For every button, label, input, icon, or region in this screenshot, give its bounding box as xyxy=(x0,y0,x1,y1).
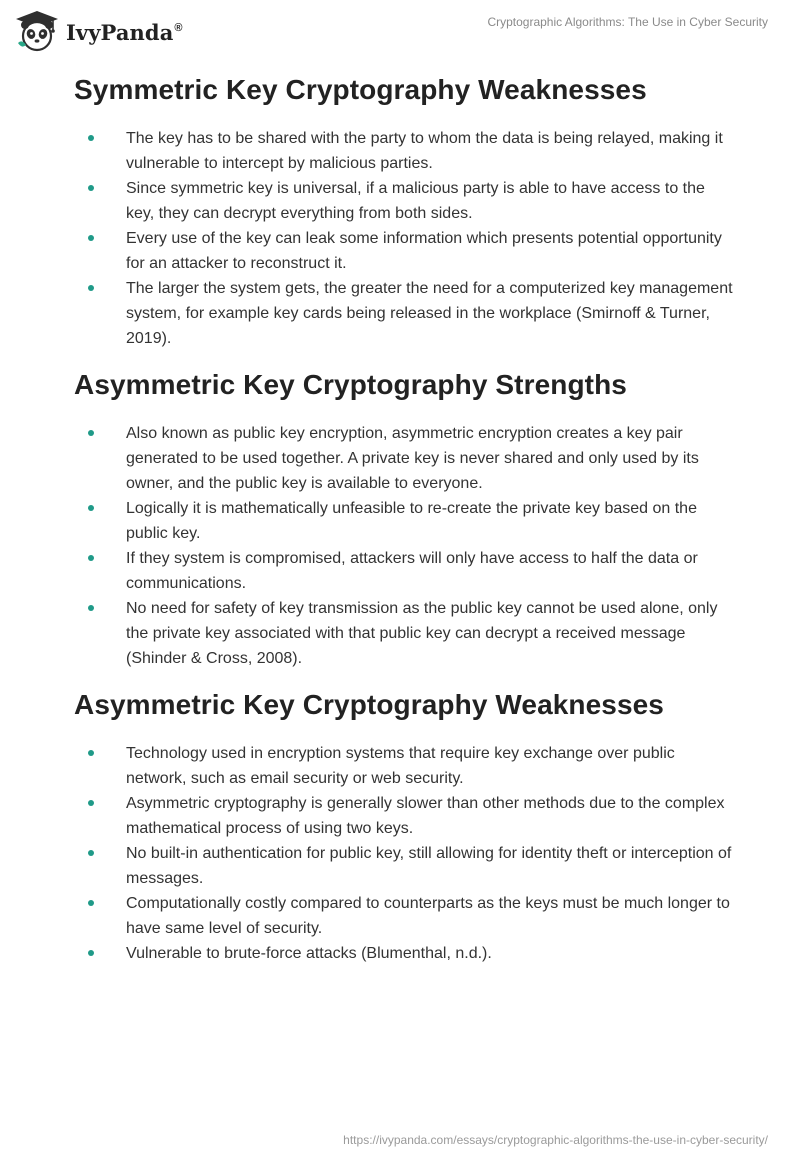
list-item: Vulnerable to brute-force attacks (Blumenthal, n.d.). xyxy=(74,941,734,966)
list-item: Computationally costly compared to counterparts as the keys must be much longer to have same level of security. xyxy=(74,891,734,941)
bullet-dot-icon xyxy=(88,285,94,291)
bullet-dot-icon xyxy=(88,750,94,756)
list-item: No need for safety of key transmission as the public key cannot be used alone, only the private key associated with that public key can decrypt a received message (Shinder & Cross, 2008). xyxy=(74,596,734,671)
site-logo[interactable] xyxy=(14,9,183,53)
logo-text: IvyPanda® xyxy=(66,19,183,45)
section-asymmetric-strengths xyxy=(74,365,734,671)
source-url-link[interactable]: https://ivypanda.com/essays/cryptographic-algorithms-the-use-in-cyber-security/ xyxy=(343,1133,768,1147)
list-item: If they system is compromised, attackers will only have access to half the data or communications. xyxy=(74,546,734,596)
bullet-dot-icon xyxy=(88,605,94,611)
section-symmetric-weaknesses xyxy=(74,70,734,351)
list-item: Every use of the key can leak some information which presents potential opportunity for an attacker to reconstruct it. xyxy=(74,226,734,276)
list-item: Technology used in encryption systems that require key exchange over public network, such as email security or web security. xyxy=(74,741,734,791)
bullet-dot-icon xyxy=(88,850,94,856)
bullet-dot-icon xyxy=(88,135,94,141)
list-item: Since symmetric key is universal, if a malicious party is able to have access to the key, they can decrypt everything from both sides. xyxy=(74,176,734,226)
list-item: No built-in authentication for public key, still allowing for identity theft or interception of messages. xyxy=(74,841,734,891)
section-heading: Asymmetric Key Cryptography Weaknesses xyxy=(74,689,664,720)
bullet-dot-icon xyxy=(88,800,94,806)
bullet-dot-icon xyxy=(88,555,94,561)
page-header xyxy=(0,0,800,62)
bullet-dot-icon xyxy=(88,505,94,511)
article-content xyxy=(74,70,734,966)
bullet-list xyxy=(74,421,734,671)
document-title: Cryptographic Algorithms: The Use in Cyber Security xyxy=(487,15,768,29)
list-item: Also known as public key encryption, asymmetric encryption creates a key pair generated to be used together. A private key is never shared and only used by its owner, and the public key is available to everyone. xyxy=(74,421,734,496)
list-item: Asymmetric cryptography is generally slower than other methods due to the complex mathematical process of using two keys. xyxy=(74,791,734,841)
bullet-dot-icon xyxy=(88,430,94,436)
list-item: The larger the system gets, the greater the need for a computerized key management system, for example key cards being released in the workplace (Smirnoff & Turner, 2019). xyxy=(74,276,734,351)
list-item: Logically it is mathematically unfeasible to re-create the private key based on the public key. xyxy=(74,496,734,546)
bullet-dot-icon xyxy=(88,900,94,906)
section-heading: Symmetric Key Cryptography Weaknesses xyxy=(74,74,647,105)
panda-graduate-logo-icon xyxy=(14,9,60,53)
bullet-dot-icon xyxy=(88,235,94,241)
section-heading: Asymmetric Key Cryptography Strengths xyxy=(74,369,627,400)
list-item: The key has to be shared with the party to whom the data is being relayed, making it vulnerable to intercept by malicious parties. xyxy=(74,126,734,176)
bullet-list xyxy=(74,741,734,966)
bullet-dot-icon xyxy=(88,185,94,191)
bullet-dot-icon xyxy=(88,950,94,956)
bullet-list xyxy=(74,126,734,351)
section-asymmetric-weaknesses xyxy=(74,685,734,966)
